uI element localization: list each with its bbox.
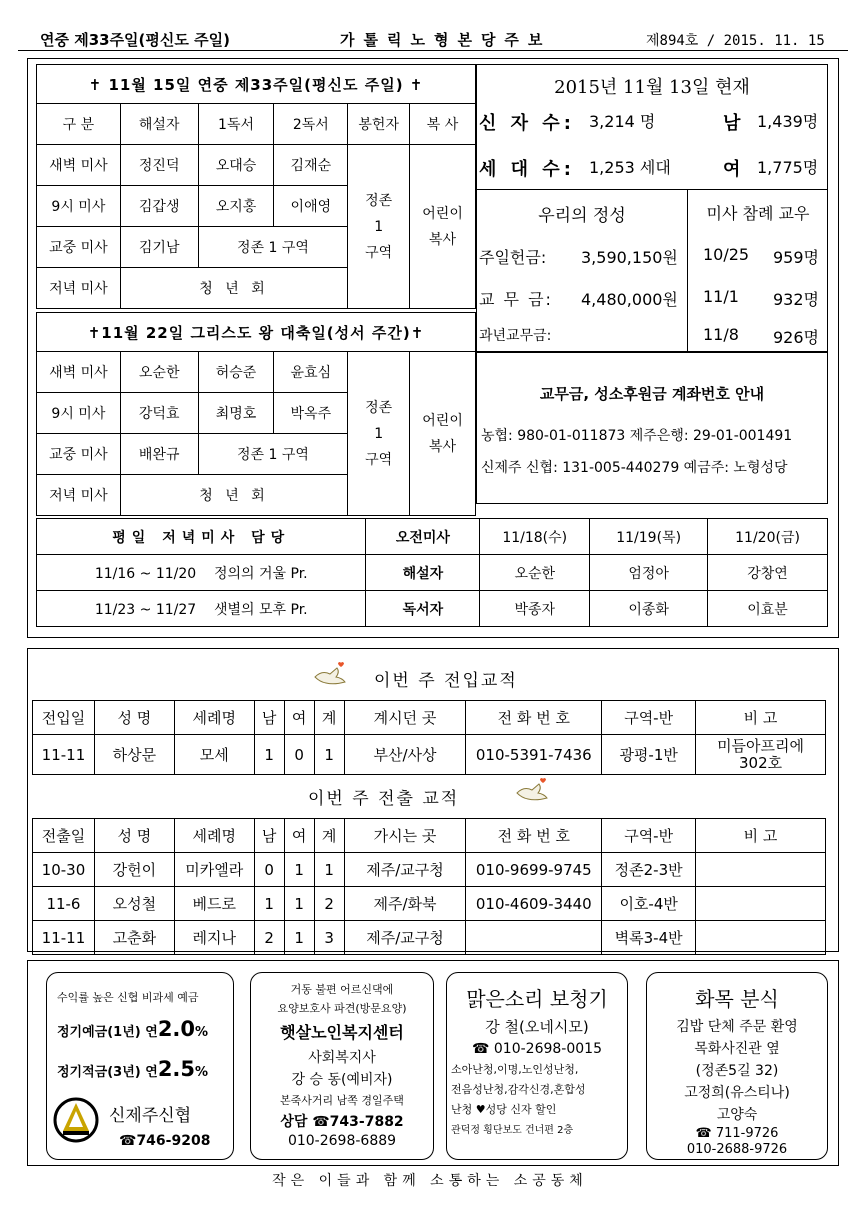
attendance-count: 926명 (773, 328, 819, 347)
attendance-date: 10/25 (703, 245, 750, 264)
male-value: 1,439명 (757, 112, 819, 131)
movein-heading (312, 660, 592, 692)
cell: 010-5391-7436 (466, 735, 602, 775)
cell: 베드로 (174, 887, 254, 921)
col-header: 남 (254, 701, 284, 735)
moveout-table (32, 818, 826, 955)
cell: 1 (314, 735, 344, 775)
weekday-mass-table (36, 518, 828, 627)
cell: 최명호 (198, 393, 274, 434)
cell: 11-6 (33, 887, 95, 921)
ad-text: 정기적금(3년) 연 (57, 1065, 158, 1080)
cell: 박옥주 (274, 393, 348, 434)
stats-date: 2015년 11월 13일 현재 (554, 77, 750, 98)
attendance-date: 11/1 (703, 287, 739, 306)
ad-line: 거동 불편 어르신댁에 (290, 983, 394, 996)
cell: 10-30 (33, 853, 95, 887)
account-title: 교무금, 성소후원금 계좌번호 안내 (539, 385, 765, 403)
cell: 이호-4반 (602, 887, 696, 921)
stats-divider (477, 189, 827, 190)
cell: 고춘화 (94, 921, 174, 955)
cell: 010-4609-3440 (466, 887, 602, 921)
male-label: 남 (723, 113, 741, 134)
cell: 청 년 회 (120, 268, 347, 309)
ad-line: 고양숙 (716, 1107, 758, 1123)
weekday-title: 평일 저녁미사 담당 (37, 519, 366, 555)
cell: 정존 1 구역 (198, 227, 348, 268)
group: 정의의 거울 Pr. (213, 565, 308, 582)
cell: 부산/사상 (344, 735, 466, 775)
female-value: 1,775명 (757, 158, 819, 177)
cell: 11-11 (33, 735, 95, 775)
attendance-title: 미사 참례 교우 (706, 204, 810, 223)
narrator: 강창연 (708, 555, 828, 591)
dove-icon (514, 776, 550, 806)
cell: 하상문 (94, 735, 174, 775)
footer-motto: 작은 이들과 함께 소통하는 소공동체 (272, 1173, 588, 1189)
ad-line: 고정희(유스티나) (684, 1085, 790, 1101)
cell (696, 921, 826, 955)
day-header: 11/20(금) (708, 519, 828, 555)
cell: 정진덕 (120, 145, 198, 186)
cell: 오지홍 (198, 186, 274, 227)
ad-line: 햇살노인복지센터 (280, 1023, 404, 1042)
ad-line: 관덕정 횡단보도 건너편 2층 (451, 1125, 574, 1136)
cell: 김기남 (120, 227, 198, 268)
offering-title: 우리의 정성 (538, 206, 626, 226)
header-title: 가톨릭노형본당주보 (340, 31, 552, 49)
col-header: 여 (284, 701, 314, 735)
col-header: 1독서 (198, 104, 274, 145)
sunday-value: 3,590,150원 (581, 248, 678, 267)
ad-line: 010-2698-6889 (287, 1133, 397, 1149)
cell: 미듬아프리에 302호 (696, 735, 826, 775)
cell: 제주/화북 (344, 887, 466, 921)
cell: 미카엘라 (174, 853, 254, 887)
mass-label: 교중 미사 (37, 434, 121, 475)
col-header: 전 화 번 호 (466, 701, 602, 735)
cell (696, 853, 826, 887)
day-header: 11/18(수) (480, 519, 590, 555)
ad-phone: ☎746-9208 (119, 1133, 211, 1149)
attendance-date: 11/8 (703, 325, 739, 344)
ad-hearing-aid (446, 972, 628, 1160)
server-cell: 어린이 복사 (410, 145, 476, 309)
cell: 1 (254, 887, 284, 921)
table-row (33, 887, 826, 921)
col-header: 해설자 (120, 104, 198, 145)
reader-label: 독서자 (366, 591, 480, 627)
mass-label: 9시 미사 (37, 393, 121, 434)
weekday-row (37, 555, 366, 591)
cell: 강헌이 (94, 853, 174, 887)
weekday-row (37, 591, 366, 627)
ad-line: 요양보호사 파견(방문요양) (277, 1002, 407, 1015)
day-header: 11/19(목) (590, 519, 708, 555)
ad-care-center (250, 972, 434, 1160)
ad-line (57, 1057, 208, 1081)
ad-pct: % (195, 1065, 209, 1080)
mass-label: 저녁 미사 (37, 475, 121, 516)
cell: 강덕효 (120, 393, 198, 434)
ad-line: 맑은소리 보청기 (466, 987, 608, 1011)
cell: 1 (284, 853, 314, 887)
cell: 0 (284, 735, 314, 775)
cell: 이애영 (274, 186, 348, 227)
cell: 제주/교구청 (344, 921, 466, 955)
ad-line: 소아난청,이명,노인성난청, (451, 1063, 579, 1076)
ad-line: 본죽사거리 남쪽 경일주택 (280, 1094, 404, 1107)
cell: 2 (254, 921, 284, 955)
mass-schedule-1 (36, 64, 476, 309)
cell: 오성철 (94, 887, 174, 921)
ad-line: 화목 분식 (695, 987, 779, 1011)
female-label: 여 (723, 159, 741, 180)
reader: 이종화 (590, 591, 708, 627)
cell: 1 (254, 735, 284, 775)
table-row (33, 735, 826, 775)
cell: 허승준 (198, 352, 274, 393)
col-header: 비 고 (696, 819, 826, 853)
col-header: 세례명 (174, 701, 254, 735)
attendance-count: 959명 (773, 248, 819, 267)
table-row (33, 921, 826, 955)
cell: 김갑생 (120, 186, 198, 227)
credit-union-logo-icon (53, 1097, 99, 1143)
believers-value: 3,214 명 (589, 112, 656, 131)
cell: 오순한 (120, 352, 198, 393)
col-header: 구역-반 (602, 819, 696, 853)
mass-label: 새벽 미사 (37, 352, 121, 393)
cell: 배완규 (120, 434, 198, 475)
ad-credit-union (46, 972, 234, 1160)
ad-text: 정기예금(1년) 연 (57, 1025, 158, 1040)
cell: 1 (284, 921, 314, 955)
cell: 윤효심 (274, 352, 348, 393)
period: 11/16 ~ 11/20 (94, 565, 197, 582)
offering-cell: 정존 1 구역 (348, 352, 410, 516)
col-header: 구역-반 (602, 701, 696, 735)
morning-label: 오전미사 (366, 519, 480, 555)
cell: 0 (254, 853, 284, 887)
ad-line: 난청 ♥성당 신자 할인 (451, 1103, 557, 1116)
offering-cell: 정존 1 구역 (348, 145, 410, 309)
ad-line: 김밥 단체 주문 환영 (676, 1019, 798, 1035)
col-header: 계시던 곳 (344, 701, 466, 735)
households-label: 세 대 수: (479, 159, 575, 180)
duty-label: 교 무 금: (479, 290, 553, 309)
col-header: 계 (314, 701, 344, 735)
ad-line: 강 철(오네시모) (485, 1018, 589, 1036)
header-divider (18, 50, 848, 51)
col-header: 여 (284, 819, 314, 853)
ad-line (57, 1017, 208, 1041)
movein-table (32, 700, 826, 775)
reader: 이효분 (708, 591, 828, 627)
col-header: 전출일 (33, 819, 95, 853)
movein-title: 이번 주 전입교적 (374, 671, 518, 691)
cell: 오대승 (198, 145, 274, 186)
account-line: 신제주 신협: 131-005-440279 예금주: 노형성당 (481, 460, 788, 476)
cell: 김재순 (274, 145, 348, 186)
ad-line: (정존5길 32) (695, 1063, 779, 1079)
account-info (476, 352, 828, 504)
moveout-heading (300, 776, 600, 810)
header-sunday: 연중 제33주일(평신도 주일) (40, 31, 230, 49)
col-header: 성 명 (94, 701, 174, 735)
sunday-label: 주일헌금: (479, 248, 547, 267)
cell: 11-11 (33, 921, 95, 955)
cell (466, 921, 602, 955)
cell: 정존 1 구역 (198, 434, 348, 475)
col-header: 남 (254, 819, 284, 853)
ad-line: 상담 ☎743-7882 (280, 1114, 404, 1130)
period: 11/23 ~ 11/27 (94, 601, 197, 618)
schedule-title: ✝ 11월 15일 연중 제33주일(평신도 주일) ✝ (37, 65, 476, 104)
ad-line: 전음성난청,감각신경,혼합성 (451, 1083, 586, 1096)
cell: 광평-1반 (602, 735, 696, 775)
cell: 1 (314, 853, 344, 887)
col-header: 구 분 (37, 104, 121, 145)
bulletin-header (18, 26, 848, 52)
ad-line: 사회복지사 (308, 1050, 376, 1066)
mass-label: 저녁 미사 (37, 268, 121, 309)
parish-stats (476, 64, 828, 352)
moveout-title: 이번 주 전출 교적 (308, 789, 460, 809)
schedule-title: ✝11월 22일 그리스도 왕 대축일(성서 주간)✝ (37, 313, 476, 352)
table-row (33, 853, 826, 887)
col-header: 성 명 (94, 819, 174, 853)
reader: 박종자 (480, 591, 590, 627)
cell: 청 년 회 (120, 475, 347, 516)
cell: 벽록3-4반 (602, 921, 696, 955)
ad-rate: 2.0 (157, 1017, 196, 1041)
col-header: 2독서 (274, 104, 348, 145)
narrator-label: 해설자 (366, 555, 480, 591)
cell: 3 (314, 921, 344, 955)
ad-line: 010-2688-9726 (686, 1142, 788, 1157)
ad-name: 신제주신협 (109, 1106, 192, 1126)
cell: 2 (314, 887, 344, 921)
cell: 모세 (174, 735, 254, 775)
ad-line: 수익률 높은 신협 비과세 예금 (57, 991, 199, 1004)
households-value: 1,253 세대 (589, 158, 671, 177)
dove-icon (312, 660, 348, 690)
cell: 레지나 (174, 921, 254, 955)
col-header: 비 고 (696, 701, 826, 735)
ad-line: ☎ 010-2698-0015 (472, 1041, 602, 1057)
col-header: 복 사 (410, 104, 476, 145)
mass-schedule-2 (36, 312, 476, 516)
believers-label: 신 자 수: (479, 113, 575, 134)
mass-label: 교중 미사 (37, 227, 121, 268)
account-line: 농협: 980-01-011873 제주은행: 29-01-001491 (481, 428, 793, 444)
mass-label: 9시 미사 (37, 186, 121, 227)
server-cell: 어린이 복사 (410, 352, 476, 516)
cell: 제주/교구청 (344, 853, 466, 887)
header-issue: 제894호 / 2015. 11. 15 (646, 33, 825, 49)
ad-line: ☎ 711-9726 (695, 1126, 779, 1141)
ad-line: 목화사진관 옆 (694, 1041, 780, 1057)
duty-value: 4,480,000원 (581, 290, 678, 309)
col-header: 봉헌자 (348, 104, 410, 145)
ad-snack-shop (646, 972, 828, 1160)
cell: 정존2-3반 (602, 853, 696, 887)
ad-rate: 2.5 (157, 1057, 196, 1081)
ad-pct: % (195, 1025, 209, 1040)
cell (696, 887, 826, 921)
group: 샛별의 모후 Pr. (213, 601, 308, 618)
col-header: 세례명 (174, 819, 254, 853)
cell: 1 (284, 887, 314, 921)
col-header: 계 (314, 819, 344, 853)
narrator: 엄정아 (590, 555, 708, 591)
narrator: 오순한 (480, 555, 590, 591)
mass-label: 새벽 미사 (37, 145, 121, 186)
attendance-count: 932명 (773, 290, 819, 309)
past-duty-label: 과년교무금: (479, 328, 552, 344)
col-header: 가시는 곳 (344, 819, 466, 853)
ad-line: 강 승 동(예비자) (291, 1072, 393, 1088)
cell: 010-9699-9745 (466, 853, 602, 887)
col-header: 전입일 (33, 701, 95, 735)
col-header: 전 화 번 호 (466, 819, 602, 853)
